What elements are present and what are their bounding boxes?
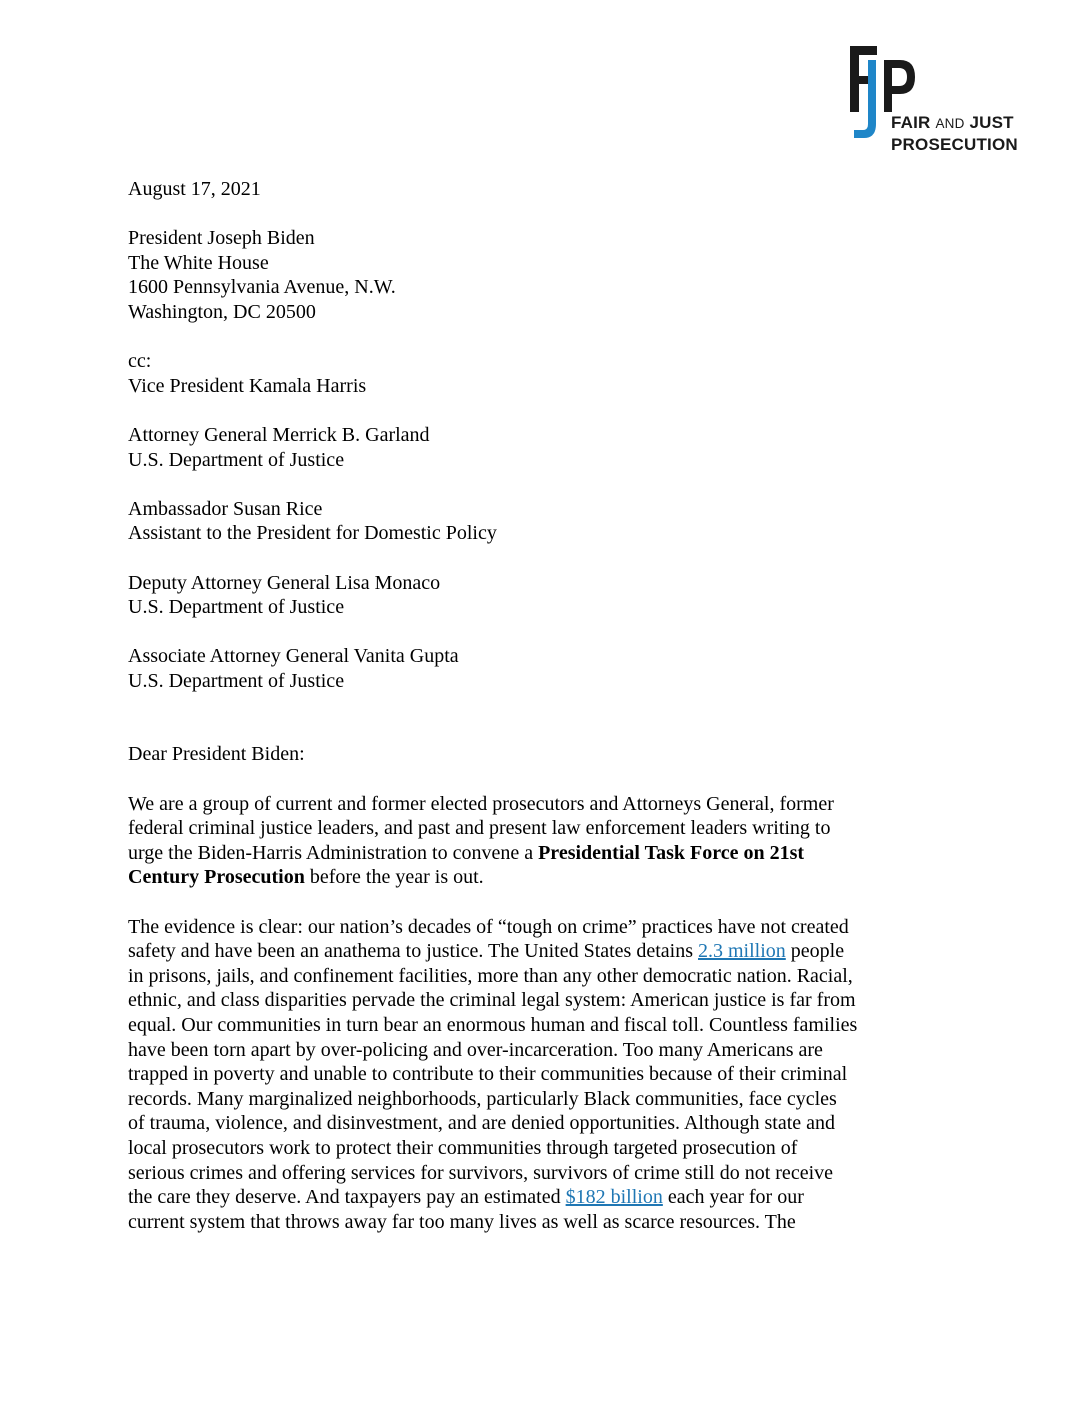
- recipient-address: [128, 226, 918, 324]
- paragraph-line: have been torn apart by over-policing and over-incarceration. Too many Americans are: [128, 1038, 823, 1061]
- paragraph-line: equal. Our communities in turn bear an enormous human and fiscal toll. Countless families: [128, 1014, 858, 1036]
- cc-name: Associate Attorney General Vanita Gupta: [128, 645, 459, 668]
- paragraph-text: safety and have been an anathema to justice. The United States detains: [128, 940, 698, 963]
- paragraph-line: of trauma, violence, and disinvestment, and are denied opportunities. Although state and: [128, 1112, 836, 1135]
- paragraph-1: [128, 792, 918, 890]
- paragraph-text: the care they deserve. And taxpayers pay an estimated: [128, 1186, 566, 1209]
- paragraph-text: urge the Biden-Harris Administration to convene a: [128, 841, 539, 864]
- paragraph-line: We are a group of current and former elected prosecutors and Attorneys General, former: [128, 792, 834, 815]
- paragraph-line: [128, 841, 918, 866]
- logo-word-just: JUST: [969, 113, 1014, 132]
- paragraph-line: local prosecutors work to protect their communities through targeted prosecution of: [128, 1136, 798, 1159]
- paragraph-line: ethnic, and class disparities pervade the criminal legal system: American justice is far from: [128, 989, 856, 1012]
- recipient-line: The White House: [128, 251, 269, 274]
- recipient-line: 1600 Pennsylvania Avenue, N.W.: [128, 276, 396, 299]
- letter-date: August 17, 2021: [128, 178, 261, 200]
- salutation: Dear President Biden:: [128, 743, 305, 766]
- paragraph-text: before the year is out.: [304, 866, 484, 889]
- cc-name: Vice President Kamala Harris: [128, 374, 367, 397]
- paragraph-line: The evidence is clear: our nation’s decades of “tough on crime” practices have not created: [128, 915, 849, 938]
- recipient-line: Washington, DC 20500: [128, 300, 316, 323]
- cc-org: Assistant to the President for Domestic Policy: [128, 522, 497, 545]
- task-force-title: Presidential Task Force on 21st: [538, 841, 805, 864]
- cc-block-monaco: [128, 571, 918, 620]
- cc-block-gupta: [128, 644, 918, 693]
- paragraph-line: [128, 865, 918, 890]
- paragraph-line: federal criminal justice leaders, and past and present law enforcement leaders writing to: [128, 817, 831, 840]
- paragraph-line: records. Many marginalized neighborhoods, particularly Black communities, face cycles: [128, 1087, 837, 1110]
- letter-body: [128, 177, 918, 1259]
- fjp-logo: [848, 46, 1038, 158]
- paragraph-2: [128, 915, 918, 1235]
- paragraph-line: [128, 1185, 918, 1210]
- cc-name: Ambassador Susan Rice: [128, 497, 323, 520]
- cc-name: Attorney General Merrick B. Garland: [128, 423, 430, 446]
- logo-word-and: AND: [935, 116, 965, 131]
- logo-word-fair: FAIR: [891, 113, 931, 132]
- cc-org: U.S. Department of Justice: [128, 669, 345, 692]
- link-2-3-million[interactable]: 2.3 million: [698, 940, 786, 963]
- paragraph-text: people: [785, 940, 845, 963]
- recipient-line: President Joseph Biden: [128, 227, 315, 250]
- logo-wordmark: [891, 112, 1018, 155]
- logo-line-1: [891, 112, 1018, 134]
- cc-block-rice: [128, 497, 918, 546]
- paragraph-line: serious crimes and offering services for survivors, survivors of crime still do not receive: [128, 1161, 833, 1184]
- cc-label: cc:: [128, 350, 152, 373]
- cc-block-harris: [128, 349, 918, 398]
- cc-org: U.S. Department of Justice: [128, 596, 345, 619]
- cc-block-garland: [128, 423, 918, 472]
- paragraph-line: current system that throws away far too many lives as well as scarce resources. The: [128, 1210, 796, 1233]
- paragraph-line: in prisons, jails, and confinement facilities, more than any other democratic nation. Racial,: [128, 964, 853, 987]
- logo-line-2: PROSECUTION: [891, 135, 1018, 154]
- task-force-title-cont: Century Prosecution: [128, 866, 305, 889]
- cc-name: Deputy Attorney General Lisa Monaco: [128, 571, 441, 594]
- paragraph-line: trapped in poverty and unable to contribute to their communities because of their criminal: [128, 1063, 848, 1086]
- cc-org: U.S. Department of Justice: [128, 448, 345, 471]
- paragraph-line: [128, 939, 918, 964]
- link-182-billion[interactable]: $182 billion: [565, 1186, 663, 1209]
- paragraph-text: each year for our: [662, 1186, 804, 1209]
